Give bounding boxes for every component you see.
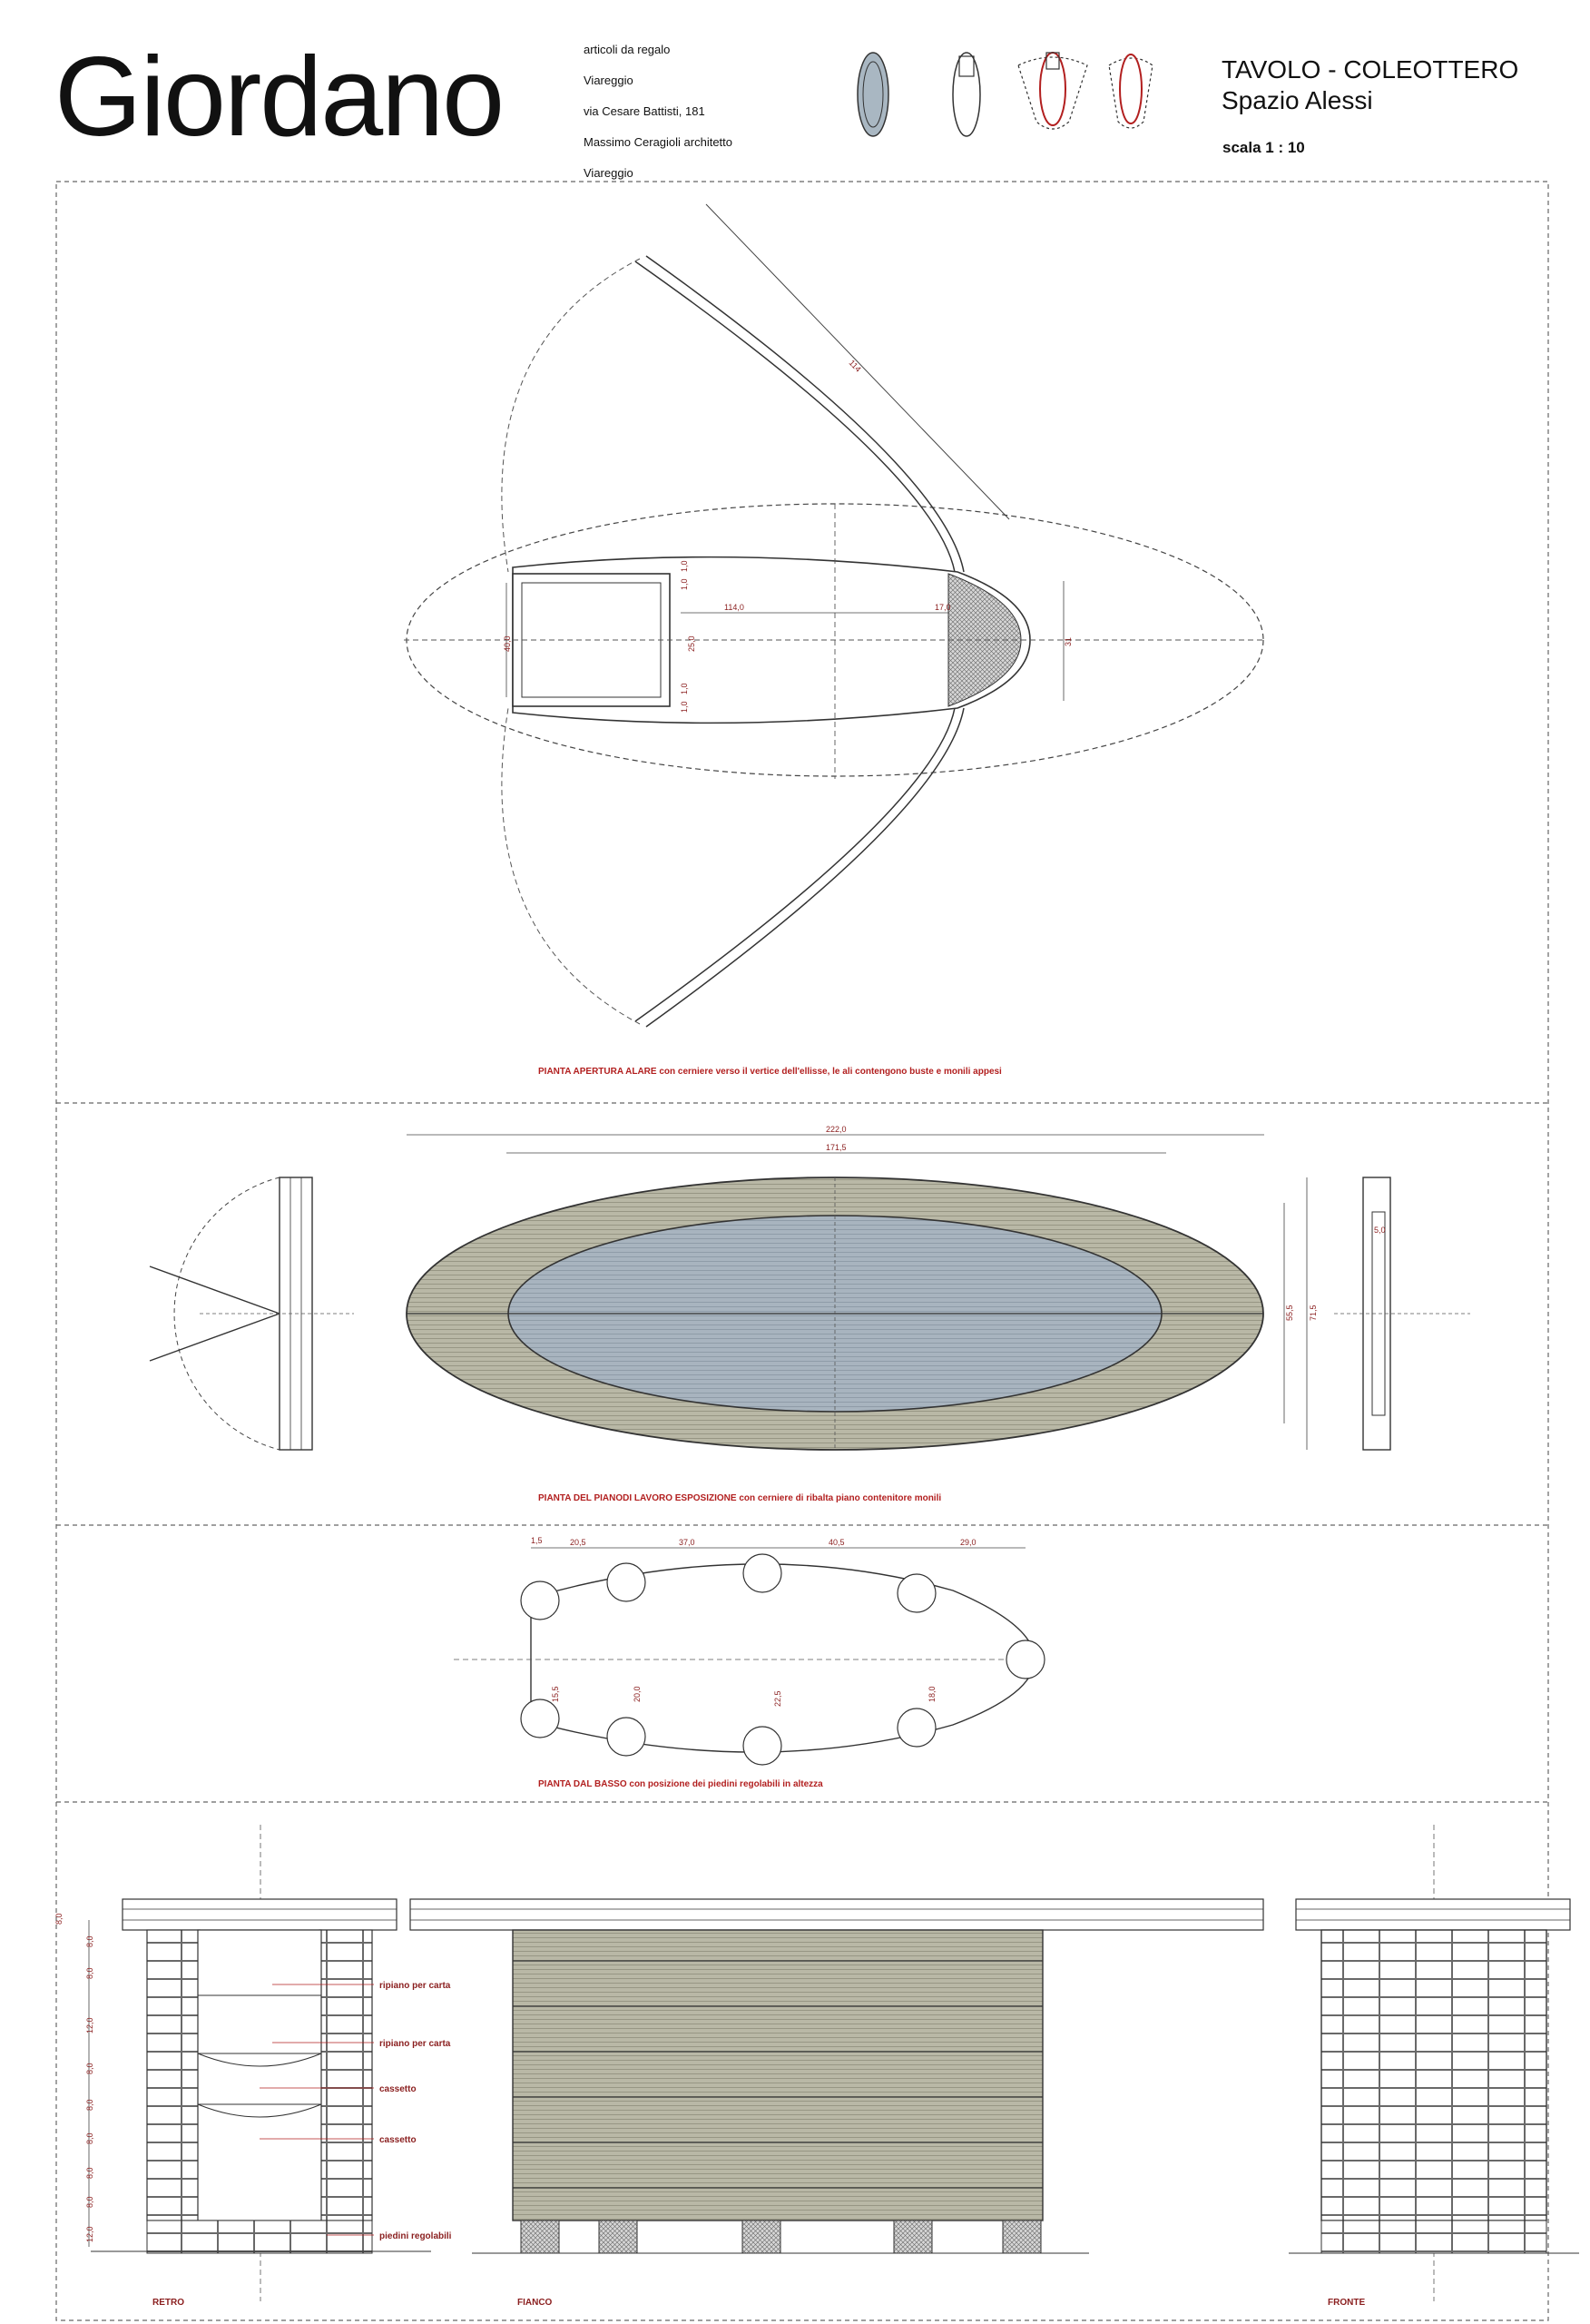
caption-wings: PIANTA APERTURA ALARE con cerniere verso il vertice dell'ellisse, le ali contengono buste e monili appesi — [538, 1067, 1002, 1077]
dim-elev: 8,0 — [54, 1913, 64, 1925]
info-line: via Cesare Battisti, 181 — [584, 104, 705, 118]
wings-plan — [404, 204, 1266, 1077]
caption-top: PIANTA DEL PIANODI LAVORO ESPOSIZIONE con cerniere di ribalta piano contenitore monili — [538, 1493, 942, 1503]
info-line: Viareggio — [584, 74, 633, 87]
info-line: Massimo Ceragioli architetto — [584, 135, 733, 149]
dim-foot: 22,5 — [773, 1690, 782, 1707]
dim-thin: 1,0 — [680, 578, 689, 590]
subtitle-line: Spazio Alessi — [1222, 86, 1373, 114]
dim-foot: 15,5 — [551, 1686, 560, 1702]
dim-length: 114,0 — [724, 603, 744, 612]
dim-thin: 1,0 — [680, 560, 689, 572]
dim-box-height: 40,0 — [503, 635, 512, 652]
dim-wing-radius: 114 — [847, 358, 863, 374]
view-fronte: FRONTE — [1328, 2298, 1366, 2308]
dim-foot: 18,0 — [928, 1686, 937, 1702]
title-line: TAVOLO - COLEOTTERO — [1222, 55, 1519, 84]
dim-foot: 20,5 — [570, 1538, 586, 1547]
dim-inner-length: 171,5 — [826, 1143, 847, 1152]
dim-foot: 20,0 — [633, 1686, 642, 1702]
dim-elev: 8,0 — [85, 2167, 94, 2179]
dim-elev: 8,0 — [85, 2196, 94, 2208]
label-feet: piedini regolabili — [379, 2231, 452, 2241]
dim-elev: 8,0 — [85, 1967, 94, 1979]
brand-logo: Giordano — [54, 34, 504, 160]
top-plan — [150, 1125, 1470, 1503]
elevations — [54, 1825, 1579, 2308]
info-line: Viareggio — [584, 166, 633, 180]
dim-tip: 17,0 — [935, 603, 951, 612]
dim-foot: 40,5 — [829, 1538, 845, 1547]
info-line: articoli da regalo — [584, 43, 671, 56]
dim-inner: 25,0 — [687, 635, 696, 652]
dim-elev: 8,0 — [85, 2132, 94, 2144]
dim-elev: 12,0 — [85, 2017, 94, 2034]
dim-elev: 8,0 — [85, 2063, 94, 2074]
dim-foot: 29,0 — [960, 1538, 977, 1547]
dim-frame: 5,0 — [1374, 1226, 1386, 1235]
label-shelf: ripiano per carta — [379, 1981, 451, 1991]
dim-total-width: 71,5 — [1309, 1305, 1318, 1321]
dim-thin: 1,0 — [680, 683, 689, 694]
dim-total-length: 222,0 — [826, 1125, 847, 1134]
label-shelf: ripiano per carta — [379, 2039, 451, 2049]
dim-elev: 8,0 — [85, 1935, 94, 1947]
view-fianco: FIANCO — [517, 2298, 553, 2308]
dim-width: 31 — [1064, 636, 1073, 646]
dim-foot: 37,0 — [679, 1538, 695, 1547]
view-retro: RETRO — [152, 2298, 184, 2308]
dim-inner-width: 55,5 — [1285, 1305, 1294, 1321]
label-drawer: cassetto — [379, 2135, 417, 2145]
dim-elev: 12,0 — [85, 2226, 94, 2242]
bottom-plan — [454, 1536, 1045, 1789]
dim-elev: 8,0 — [85, 2099, 94, 2111]
dim-foot: 1,5 — [531, 1536, 543, 1545]
label-drawer: cassetto — [379, 2084, 417, 2094]
caption-bottom: PIANTA DAL BASSO con posizione dei piedini regolabili in altezza — [538, 1779, 823, 1789]
dim-thin: 1,0 — [680, 701, 689, 713]
scale-label: scala 1 : 10 — [1222, 139, 1305, 156]
